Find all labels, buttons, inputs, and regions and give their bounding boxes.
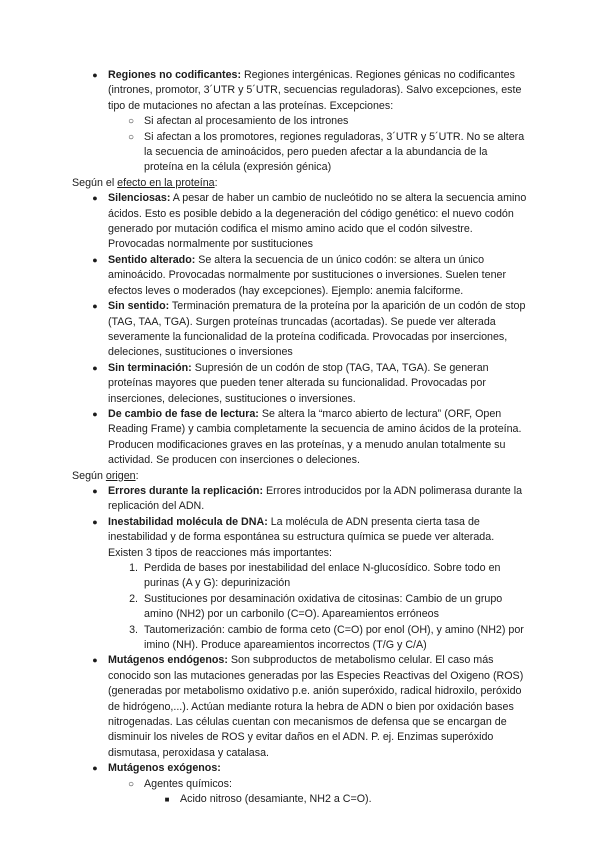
bullet-icon: ● bbox=[92, 485, 98, 496]
term: Sin terminación: bbox=[108, 361, 192, 374]
term: Silenciosas: bbox=[108, 192, 171, 205]
document-body bbox=[72, 68, 528, 808]
list-item bbox=[72, 484, 528, 515]
definition: Se altera la “marco abierto de lectura” (ORF, Open Reading Frame) y cambia completamente la secuencia de amino ácidos de la proteína. Producen modificaciones graves en las proteínas, y a menudo anulan totalmente su actividad. Se producen con inserciones o deleciones. bbox=[108, 407, 522, 467]
term: De cambio de fase de lectura: bbox=[108, 407, 259, 420]
list-item bbox=[72, 253, 528, 299]
definition: Terminación prematura de la proteína por la aparición de un codón de stop (TAG, TAA, TGA). Surgen proteínas truncadas (acortadas). Se puede ver alterada severamente la funcionalidad de la proteína codificada. Provocadas por inserciones, deleciones, sustituciones o inversiones bbox=[108, 300, 526, 359]
numbered-item bbox=[72, 561, 528, 592]
item-text: Tautomerización: cambio de forma ceto (C=O) por enol (OH), y amino (NH2) por imino (NH). Produce apareamientos incorrectos (T/G y C/A) bbox=[144, 623, 524, 652]
square-bullet-icon: ■ bbox=[164, 795, 170, 805]
bullet-icon: ● bbox=[92, 193, 98, 204]
item-text: Sustituciones por desaminación oxidativa de citosinas: Cambio de un grupo amino (NH2) por un carbonilo (C=O). Apareamientos erróneos bbox=[144, 592, 503, 621]
list-item bbox=[72, 792, 528, 807]
item-text: Perdida de bases por inestabilidad del enlace N-glucosídico. Sobre todo en purinas (A y G): depurinización bbox=[144, 562, 501, 590]
list-item bbox=[72, 130, 528, 176]
bullet-icon: ● bbox=[92, 655, 98, 666]
term: Regiones no codificantes: bbox=[108, 69, 242, 81]
definition: Supresión de un codón de stop (TAG, TAA, TGA). Se generan proteínas mayores que pueden tener alterada su funcionalidad. Provocadas por inserciones, deleciones, sustituciones o inversiones. bbox=[108, 361, 489, 405]
item-text: Agentes químicos: bbox=[144, 777, 232, 790]
term: Sin sentido: bbox=[108, 300, 170, 313]
circle-bullet-icon: ○ bbox=[127, 131, 135, 143]
list-item bbox=[72, 114, 528, 129]
item-number: 1. bbox=[129, 562, 138, 574]
list-item bbox=[72, 515, 528, 561]
list-item bbox=[72, 407, 528, 469]
bullet-icon: ● bbox=[92, 408, 98, 419]
definition: Se altera la secuencia de un único codón: se altera un único aminoácido. Provocadas normalmente por sustituciones o inversiones. Suelen tener efectos leves o moderados (hay excepciones). Ejemplo: anemia falciforme. bbox=[108, 253, 507, 297]
list-item bbox=[72, 68, 528, 114]
bullet-icon: ● bbox=[92, 301, 98, 312]
section-heading: Según origen: bbox=[72, 469, 139, 482]
definition: Errores introducidos por la ADN polimerasa durante la replicación del ADN. bbox=[108, 484, 523, 513]
item-number: 3. bbox=[129, 623, 138, 636]
item-text: Si afectan al procesamiento de los intrones bbox=[144, 115, 349, 128]
item-text: Si afectan a los promotores, regiones reguladoras, 3´UTR y 5´UTR. No se altera la secuencia de aminoácidos, pero pueden afectar a la abundancia de la proteína en la célula (expresión génica) bbox=[144, 130, 525, 174]
item-number: 2. bbox=[129, 592, 138, 605]
definition: Son subproductos de metabolismo celular. El caso más conocido son las mutaciones generadas por las Especies Reactivas del Oxigeno (ROS) (generadas por metabolismo oxidativo p.e. anión superóxido, radical hidroxilo, peróxido de hidrógeno,...). Actúan mediante rotura la hebra de ADN o bien por oxidación bases nitrogenadas. Las células cuentan con mecanismos de defensa que se encargan de disminuir los niveles de ROS y evitar daños en el ADN. P. ej. Enzimas superóxido dismutasa, peroxidasa y catalasa. bbox=[108, 654, 524, 759]
list-item bbox=[72, 191, 528, 253]
term: Mutágenos exógenos: bbox=[108, 762, 221, 775]
list-item bbox=[72, 653, 528, 761]
term: Errores durante la replicación: bbox=[108, 484, 264, 497]
list-item bbox=[72, 761, 528, 776]
section-heading: Según el efecto en la proteína: bbox=[72, 176, 218, 189]
circle-bullet-icon: ○ bbox=[127, 778, 135, 790]
bullet-icon: ● bbox=[92, 362, 98, 373]
bullet-icon: ● bbox=[92, 70, 98, 80]
item-text: Acido nitroso (desamiante, NH2 a C=O). bbox=[180, 793, 372, 806]
list-item bbox=[72, 777, 528, 792]
bullet-icon: ● bbox=[92, 254, 98, 265]
underlined-term: efecto en la proteína bbox=[117, 176, 215, 189]
bullet-icon: ● bbox=[92, 516, 98, 527]
circle-bullet-icon: ○ bbox=[127, 116, 135, 128]
term: Inestabilidad molécula de DNA: bbox=[108, 515, 268, 528]
definition: Regiones intergénicas. Regiones génicas no codificantes (intrones, promotor, 3´UTR y 5´UTR, secuencias reguladoras). Salvo excepciones, este tipo de mutaciones no afectan a las proteínas. Excepciones: bbox=[108, 69, 522, 112]
term: Mutágenos endógenos: bbox=[108, 654, 228, 667]
numbered-item bbox=[72, 592, 528, 623]
definition: La molécula de ADN presenta cierta tasa de inestabilidad y de forma espontánea su estructura química se puede ver alterada. Existen 3 tipos de reacciones más importantes: bbox=[108, 515, 495, 559]
numbered-item bbox=[72, 623, 528, 654]
list-item bbox=[72, 299, 528, 361]
definition: A pesar de haber un cambio de nucleótido no se altera la secuencia amino ácidos. Esto es posible debido a la degeneración del código genético: el nuevo codón generado por mutación codifica el mismo amino acido que el codón silvestre. Provocadas normalmente por sustituciones bbox=[108, 192, 527, 251]
term: Sentido alterado: bbox=[108, 253, 196, 266]
underlined-term: origen bbox=[105, 469, 136, 482]
list-item bbox=[72, 361, 528, 407]
bullet-icon: ● bbox=[92, 763, 98, 774]
